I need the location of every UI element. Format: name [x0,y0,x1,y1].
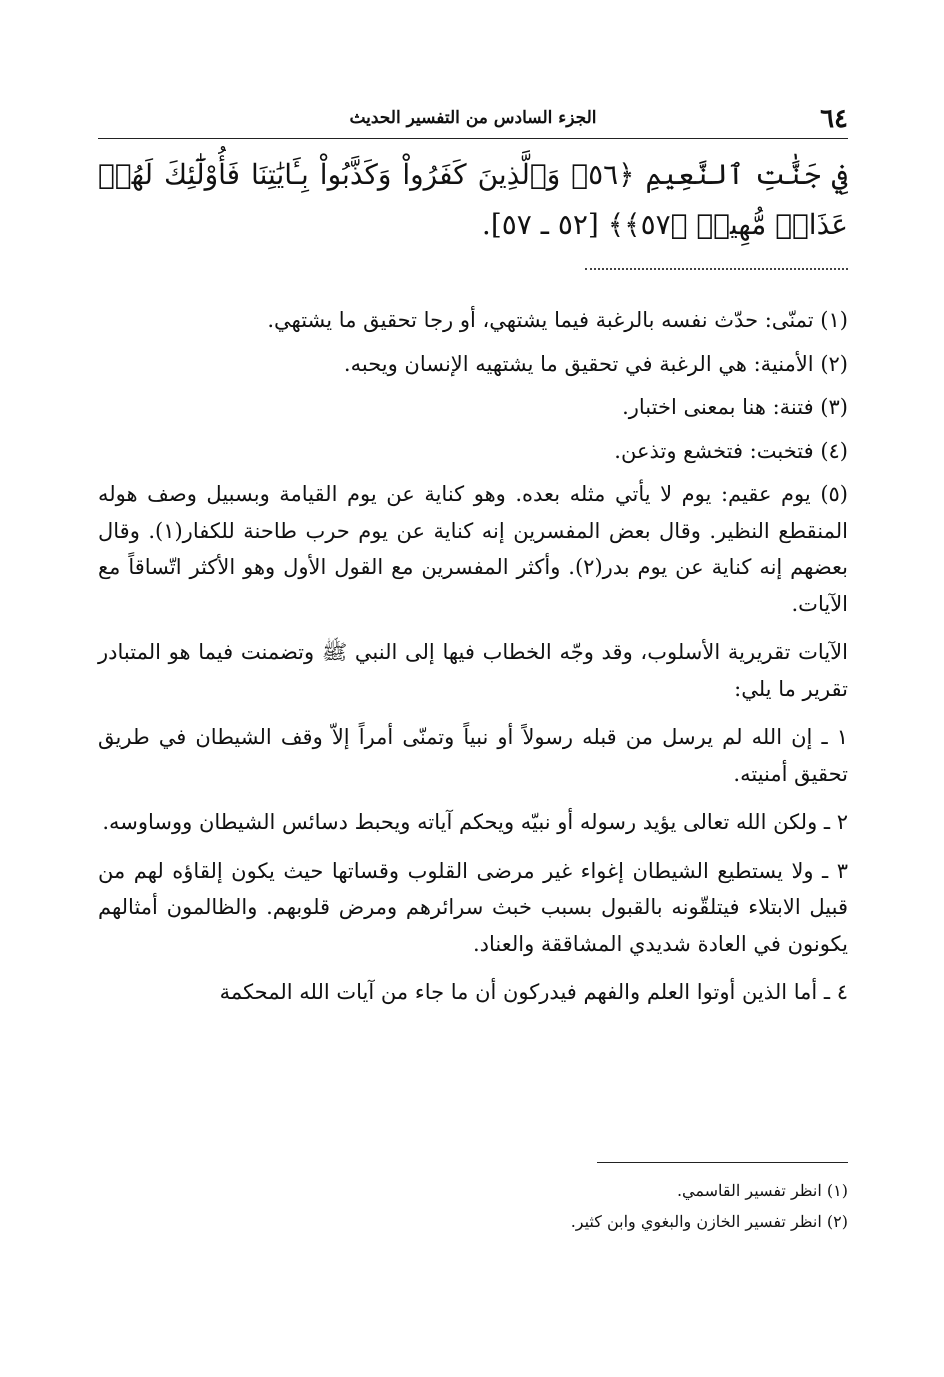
note-2: (٢) الأمنية: هي الرغبة في تحقيق ما يشتهيه الإنسان ويحبه. [343,351,848,376]
running-title: الجزء السادس من التفسير الحديث [349,108,597,128]
footnote-2: (٢) انظر تفسير الخازن والبغوي وابن كثير. [570,1212,848,1231]
note-1: (١) تمنّى: حدّث نفسه بالرغبة فيما يشتهي، أو رجا تحقيق ما يشتهي. [267,308,848,332]
main-text [98,302,848,1011]
paragraph-point-4: ٤ ـ أما الذين أوتوا العلم والفهم فيدركون أن ما جاء من آيات الله المحكمة [219,980,848,1004]
dotted-separator [585,268,848,270]
note-3: (٣) فتنة: هنا بمعنى اختبار. [622,395,848,419]
paragraph-point-1: ١ ـ إن الله لم يرسل من قبله رسولاً أو نبياً وتمنّى أمراً إلاّ وقف الشيطان في طريق تحقيق أمنيته. [98,725,848,786]
footnotes [98,1175,848,1237]
footnote-1: (١) انظر تفسير القاسمي. [676,1181,848,1200]
note-5: (٥) يوم عقيم: يوم لا يأتي مثله بعده. وهو كناية عن يوم القيامة وبسبيل وصف هوله المنقطع النظير. وقال بعض المفسرين إنه كناية عن يوم حرب طاحنة للكفار(١). وقال بعضهم إنه كناية عن يوم بدر(٢). وأكثر المفسرين مع القول الأول وهو الأكثر اتّساقاً مع الآيات. [98,482,849,616]
page-number: ٦٤ [820,104,848,134]
paragraph-intro: الآيات تقريرية الأسلوب، وقد وجّه الخطاب فيها إلى النبي ﷺ وتضمنت فيما هو المتبادر تقرير ما يلي: [98,640,848,701]
quran-verse: فِي جَنَّٰتِ ٱلنَّعِيمِ ﴿٥٦﴾ وَٱلَّذِينَ كَفَرُواْ وَكَذَّبُواْ بِـَٔايَٰتِنَا فَأُوْلَٰٓئِكَ لَهُمۡ عَذَابٞ مُّهِينٞ ﴿٥٧﴾﴾ [٥٢ ـ ٥٧]. [98,158,848,241]
note-4: (٤) فتخبت: فتخشع وتذعن. [614,438,848,463]
footnote-separator [597,1162,848,1163]
paragraph-point-3: ٣ ـ ولا يستطيع الشيطان إغواء غير مرضى القلوب وقساتها حيث يكون إلقاؤه لهم من قبيل الابتلاء فيتلقّونه بالقبول بسبب خبث سرائرهم ومرض قلوبهم. والظالمون أمثالهم يكونون في العادة شديدي المشاققة والعناد. [98,858,848,956]
page-header [98,100,848,139]
paragraph-point-2: ٢ ـ ولكن الله تعالى يؤيد رسوله أو نبيّه ويحكم آياته ويحبط دسائس الشيطان ووساوسه. [102,810,848,834]
